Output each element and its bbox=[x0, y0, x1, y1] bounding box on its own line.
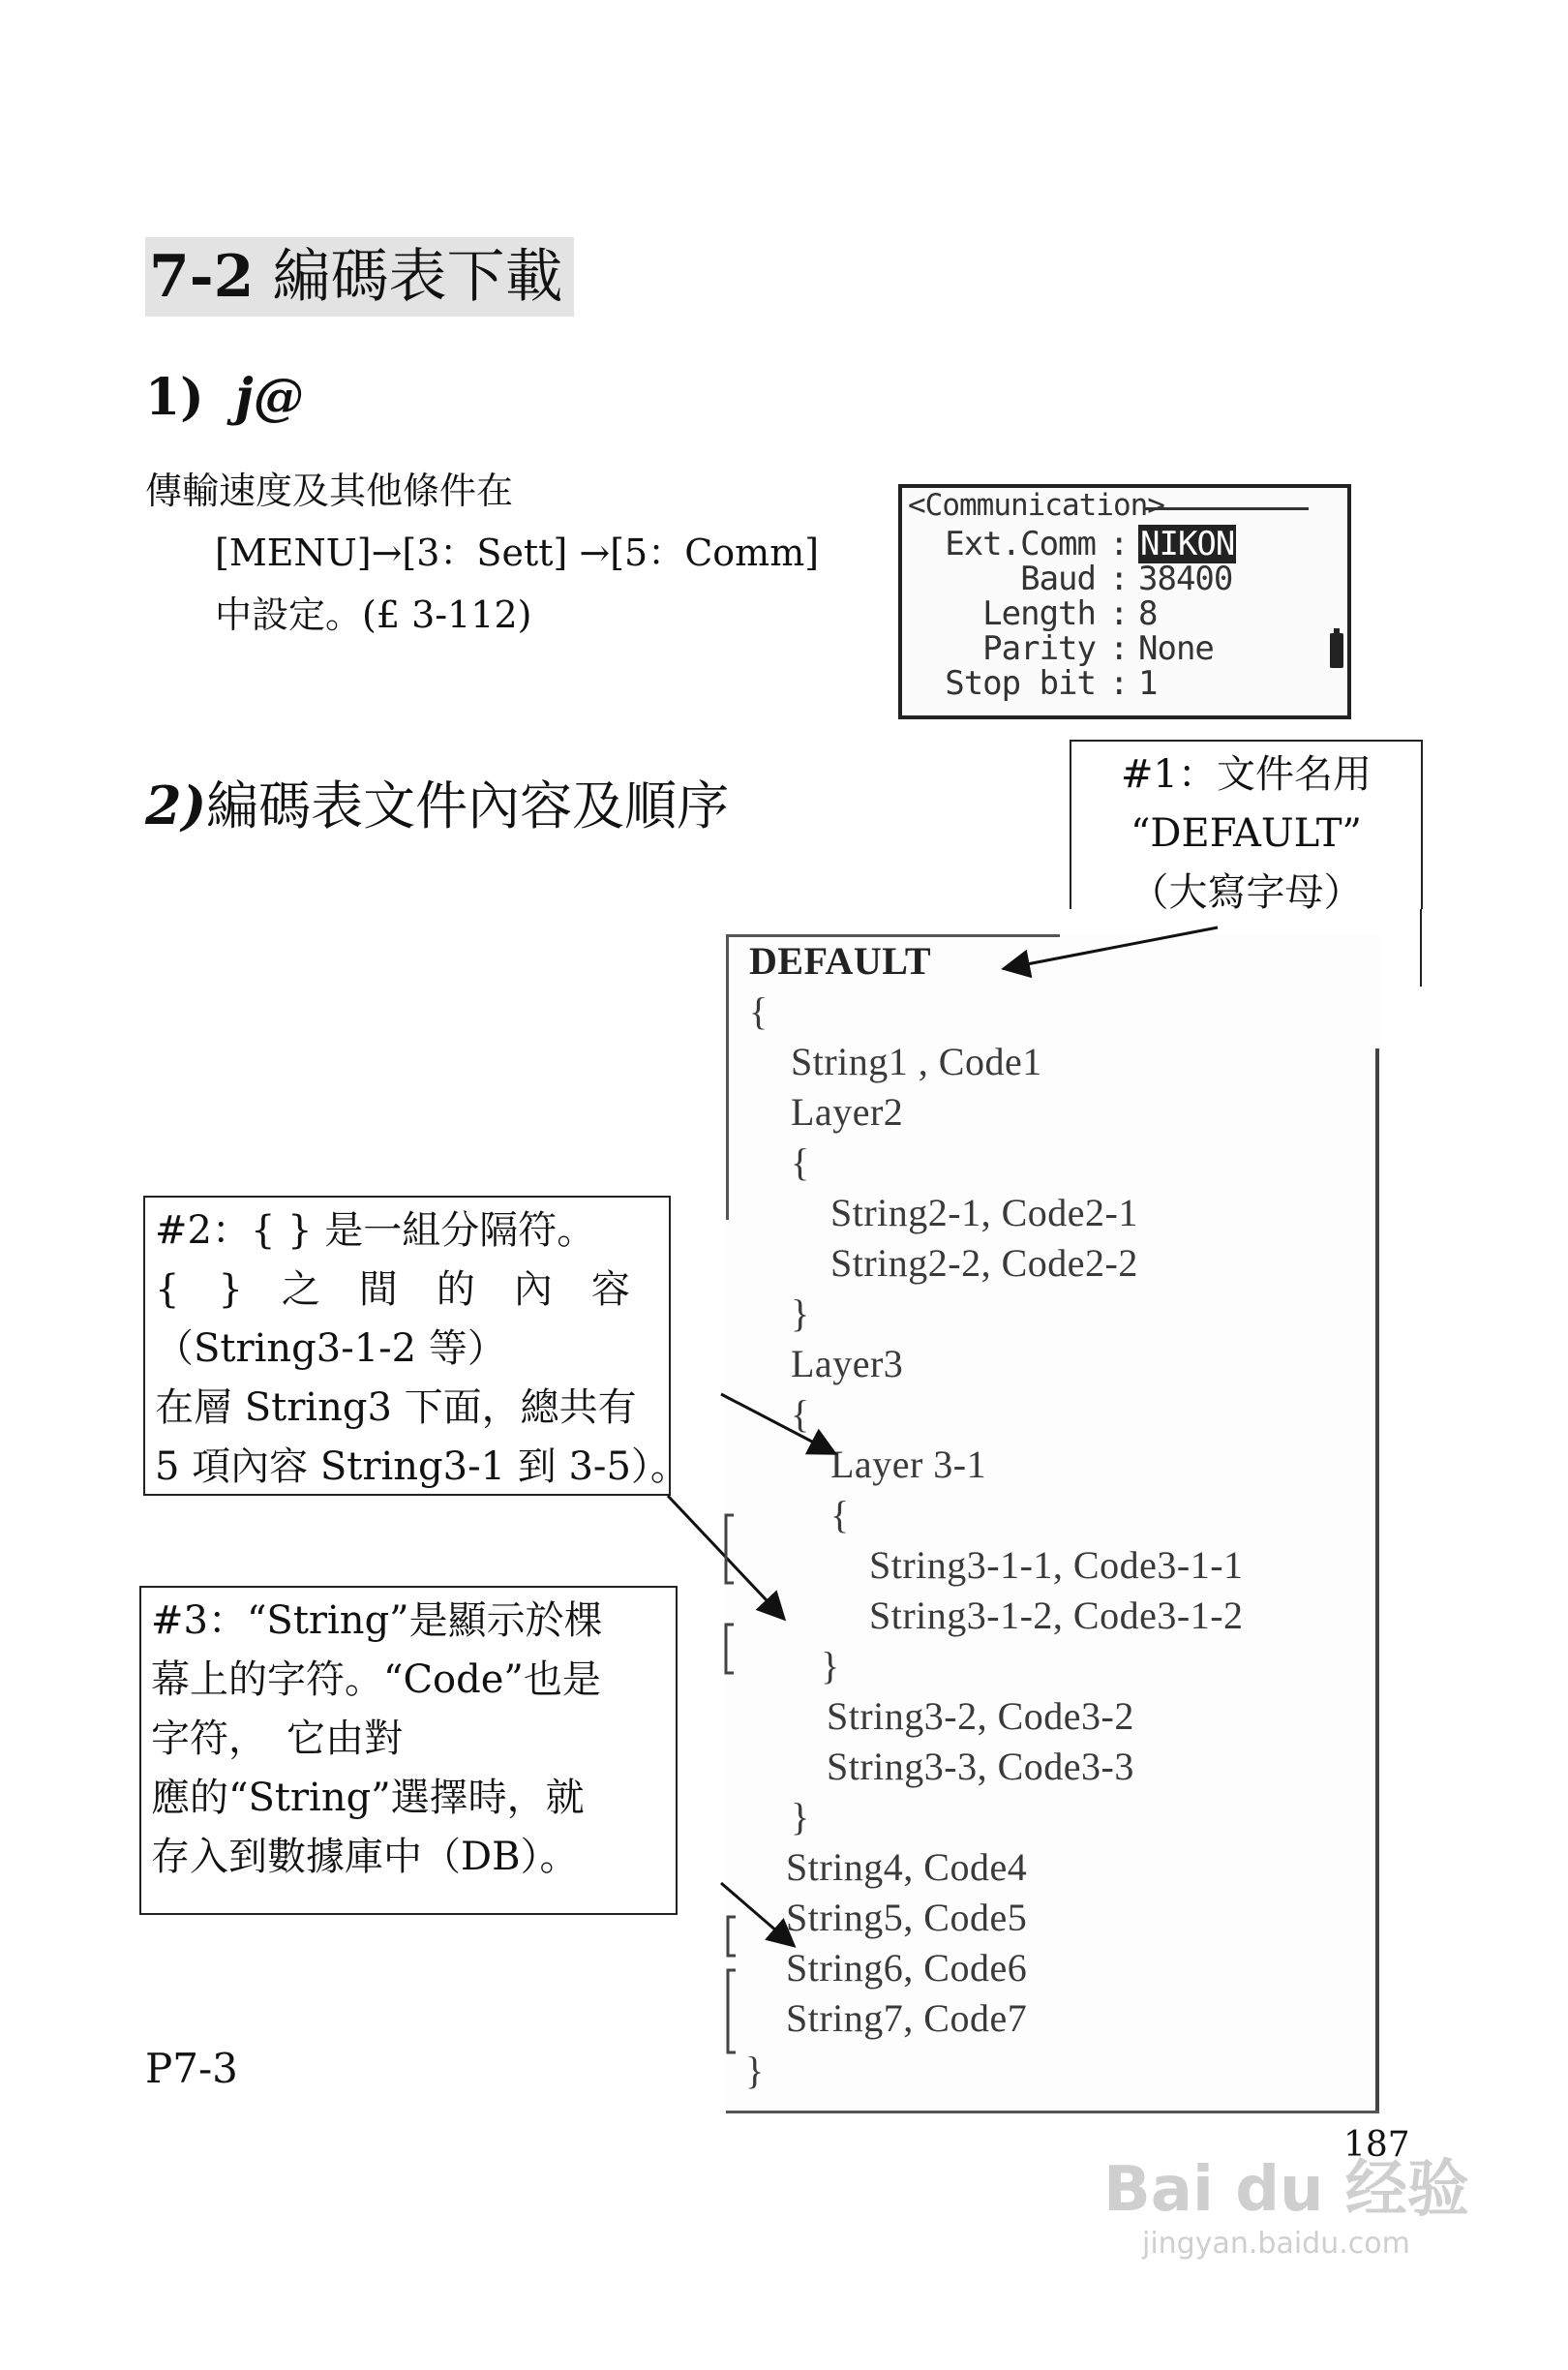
callout-3-line: 存入到數據庫中（DB）。 bbox=[151, 1835, 579, 1879]
code-line: String3-1-2, Code3-1-2 bbox=[869, 1594, 1244, 1637]
callout-2-line: 在層 String3 下面，總共有 bbox=[155, 1385, 637, 1430]
callout-1-line: “DEFAULT” bbox=[1130, 811, 1363, 856]
bracket-mark bbox=[728, 1970, 736, 2052]
code-line: String1 , Code1 bbox=[791, 1040, 1042, 1083]
section-title-text: 編碼表下載 bbox=[272, 243, 563, 311]
callout-3-line: #3：“String”是顯示於棵 bbox=[151, 1598, 603, 1643]
code-line: } bbox=[821, 1644, 840, 1687]
code-line: String7, Code7 bbox=[786, 1996, 1028, 2040]
code-line: Layer 3-1 bbox=[830, 1443, 987, 1486]
subheading-1-glyph: j@ bbox=[234, 368, 304, 427]
callout-2-line: { } 之 間 的 內 容 bbox=[155, 1267, 630, 1312]
section-number: 7-2 bbox=[149, 243, 255, 311]
bracket-mark bbox=[728, 1917, 736, 1956]
code-line: { bbox=[791, 1392, 810, 1436]
code-line: String4, Code4 bbox=[786, 1845, 1028, 1889]
lcd-key: Baud bbox=[1020, 560, 1096, 598]
subheading-2-number: 2) bbox=[145, 775, 207, 836]
code-line: } bbox=[791, 1291, 810, 1335]
code-line: String2-2, Code2-2 bbox=[830, 1241, 1138, 1285]
watermark-url: jingyan.baidu.com bbox=[1142, 2227, 1410, 2261]
code-line: { bbox=[749, 989, 769, 1033]
callout-1-line: #1：文件名用 bbox=[1121, 752, 1372, 797]
lcd-value: None bbox=[1138, 629, 1214, 668]
page-label: P7-3 bbox=[145, 2045, 238, 2092]
callout-3-line: 幕上的字符。“Code”也是 bbox=[151, 1657, 601, 1702]
lcd-colon: : bbox=[1109, 664, 1129, 703]
code-line: String3-2, Code3-2 bbox=[827, 1694, 1134, 1738]
watermark-brand: Bai du 经验 bbox=[1103, 2154, 1469, 2226]
lcd-value: 8 bbox=[1138, 594, 1158, 633]
code-line: String6, Code6 bbox=[786, 1946, 1028, 1990]
callout-2-line: 5 項內容 String3-1 到 3-5）。 bbox=[155, 1444, 689, 1489]
intro-line-2: [MENU]→[3：Sett] →[5：Comm] bbox=[215, 532, 820, 574]
callout-3-line: 應的“String”選擇時，就 bbox=[151, 1776, 585, 1820]
code-line: { bbox=[830, 1493, 850, 1536]
lcd-value: 38400 bbox=[1138, 560, 1233, 598]
page-number: 187 bbox=[1343, 2125, 1410, 2165]
lcd-key: Ext.Comm bbox=[945, 525, 1096, 563]
lcd-title: <Communication> bbox=[908, 488, 1164, 523]
callout-2-line: （String3-1-2 等） bbox=[155, 1326, 506, 1371]
baidu-watermark bbox=[1103, 2130, 1491, 2275]
callout-1-line: （大寫字母） bbox=[1130, 870, 1363, 915]
lcd-key: Stop bit bbox=[945, 664, 1096, 703]
code-line: } bbox=[745, 2049, 765, 2092]
lcd-key: Length bbox=[982, 594, 1096, 633]
code-line: } bbox=[791, 1795, 810, 1838]
code-line: String3-1-1, Code3-1-1 bbox=[869, 1543, 1244, 1587]
code-line: DEFAULT bbox=[749, 939, 931, 983]
code-line: { bbox=[791, 1140, 810, 1184]
code-line: String3-3, Code3-3 bbox=[827, 1745, 1134, 1788]
subheading-2-title: 編碼表文件內容及順序 bbox=[206, 775, 730, 836]
intro-line-3: 中設定。(£ 3-112) bbox=[215, 593, 532, 636]
code-line: Layer3 bbox=[791, 1342, 904, 1385]
code-line: String2-1, Code2-1 bbox=[830, 1191, 1138, 1234]
subheading-1-number: 1) bbox=[145, 368, 204, 427]
lcd-colon: : bbox=[1109, 629, 1129, 668]
bracket-mark bbox=[726, 1515, 734, 1583]
code-line: Layer2 bbox=[791, 1090, 904, 1134]
code-line: String5, Code5 bbox=[786, 1896, 1028, 1939]
lcd-colon: : bbox=[1109, 560, 1129, 598]
arrow-to-default bbox=[1007, 927, 1218, 968]
arrow-to-layer3-1 bbox=[721, 1394, 832, 1452]
lcd-value-selected: NIKON bbox=[1140, 525, 1235, 563]
arrow-to-string5 bbox=[721, 1883, 792, 1944]
lcd-value: 1 bbox=[1138, 664, 1158, 703]
bracket-mark bbox=[726, 1625, 734, 1673]
intro-line-1: 傳輸速度及其他條件在 bbox=[145, 470, 514, 512]
lcd-colon: : bbox=[1109, 594, 1129, 633]
callout-2-line: #2：{ } 是一組分隔符。 bbox=[155, 1208, 596, 1253]
lcd-colon: : bbox=[1109, 525, 1129, 563]
lcd-key: Parity bbox=[982, 629, 1096, 668]
callout-3-line: 字符， 它由對 bbox=[151, 1717, 403, 1761]
